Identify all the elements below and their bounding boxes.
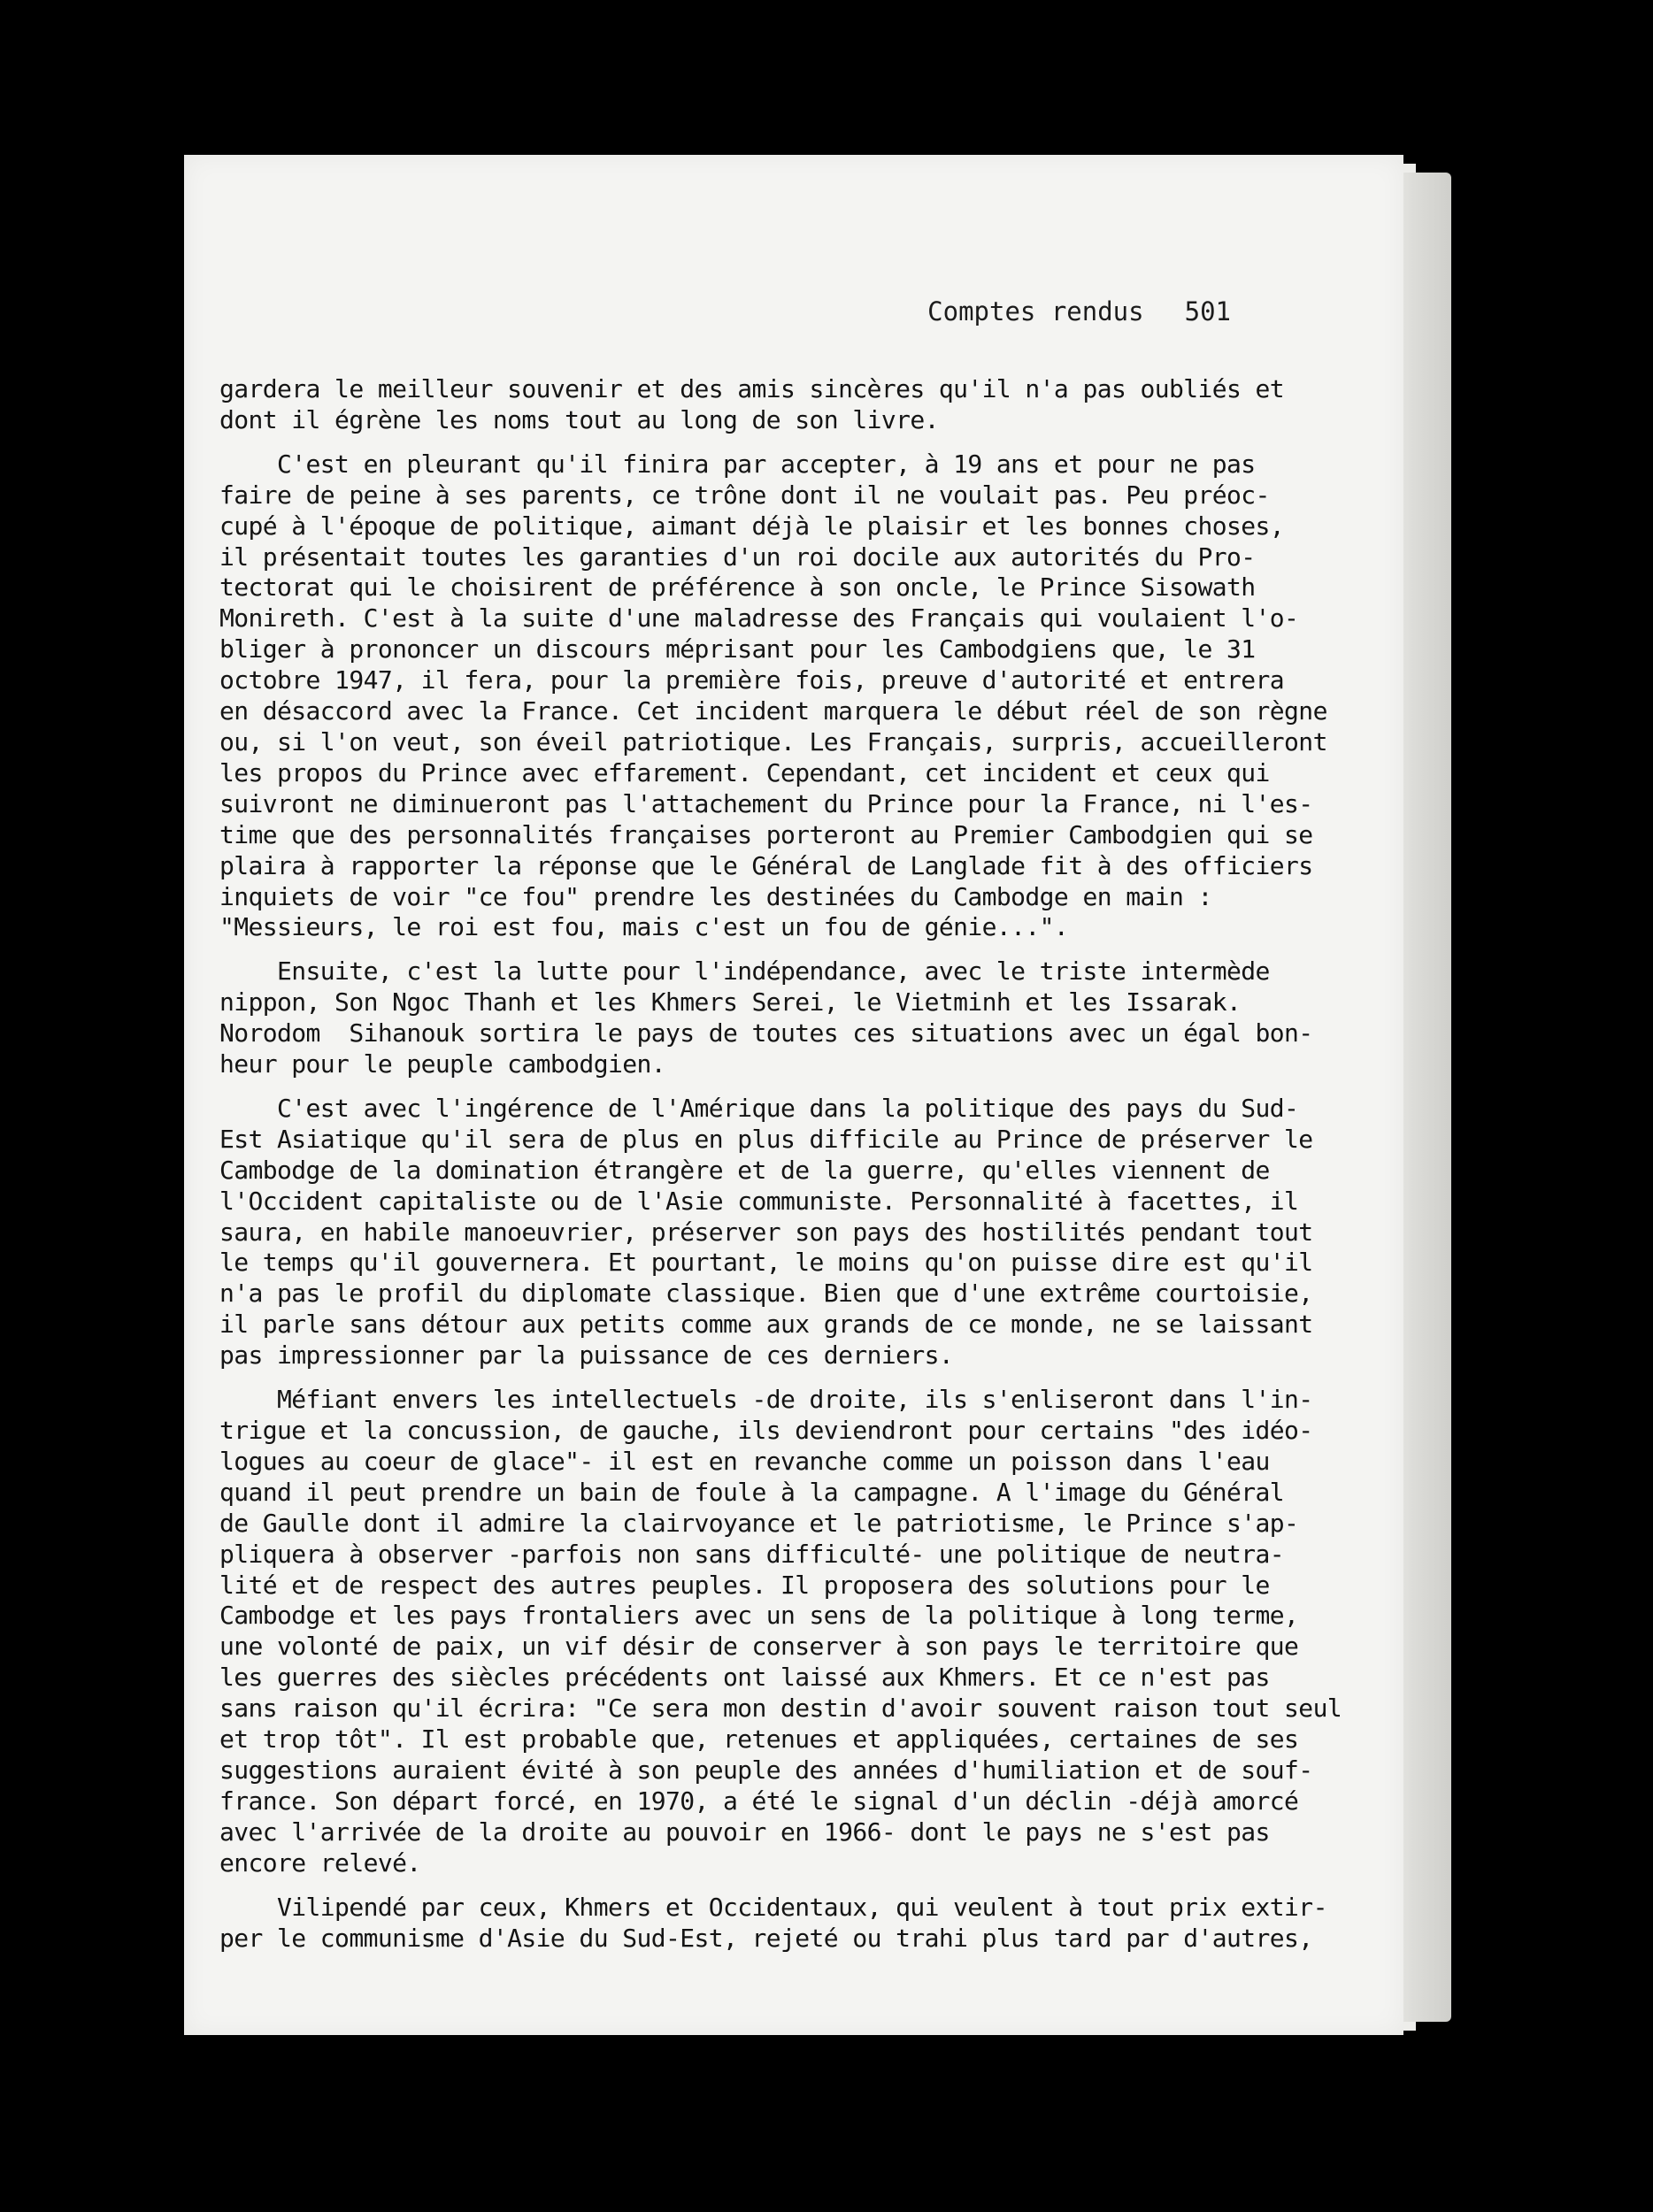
text-line: "Messieurs, le roi est fou, mais c'est un fou de génie...".: [219, 912, 1069, 942]
text-line: tectorat qui le choisirent de préférence à son oncle, le Prince Sisowath: [219, 572, 1256, 603]
text-line: C'est en pleurant qu'il finira par accepter, à 19 ans et pour ne pas: [219, 449, 1256, 479]
text-line: france. Son départ forcé, en 1970, a été le signal d'un déclin -déjà amorcé: [219, 1786, 1299, 1816]
paragraph: [219, 956, 1370, 1080]
text-line: bliger à prononcer un discours méprisant pour les Cambodgiens que, le 31: [219, 634, 1256, 664]
text-line: saura, en habile manoeuvrier, préserver son pays des hostilités pendant tout: [219, 1217, 1313, 1247]
text-line: Ensuite, c'est la lutte pour l'indépendance, avec le triste intermède: [219, 956, 1270, 987]
text-line: Cambodge de la domination étrangère et de la guerre, qu'elles viennent de: [219, 1155, 1270, 1185]
text-line: ou, si l'on veut, son éveil patriotique. Les Français, surpris, accueilleront: [219, 726, 1327, 757]
text-line: Est Asiatique qu'il sera de plus en plus difficile au Prince de préserver le: [219, 1124, 1313, 1154]
text-line: C'est avec l'ingérence de l'Amérique dans la politique des pays du Sud-: [219, 1093, 1299, 1123]
text-line: Norodom Sihanouk sortira le pays de toutes ces situations avec un égal bon-: [219, 1018, 1313, 1048]
text-line: une volonté de paix, un vif désir de conserver à son pays le territoire que: [219, 1632, 1299, 1662]
text-line: il parle sans détour aux petits comme aux grands de ce monde, ne se laissant: [219, 1310, 1313, 1340]
running-header: [927, 296, 1231, 326]
text-line: nippon, Son Ngoc Thanh et les Khmers Serei, le Vietminh et les Issarak.: [219, 987, 1242, 1018]
text-line: sans raison qu'il écrira: "Ce sera mon destin d'avoir souvent raison tout seul: [219, 1694, 1342, 1724]
text-line: en désaccord avec la France. Cet incident marquera le début réel de son règne: [219, 696, 1327, 726]
paragraph: [219, 1094, 1370, 1371]
text-line: dont il égrène les noms tout au long de son livre.: [219, 404, 939, 434]
book-page: [184, 155, 1403, 2035]
text-line: avec l'arrivée de la droite au pouvoir en 1966- dont le pays ne s'est pas: [219, 1816, 1270, 1847]
paragraph: [219, 449, 1370, 944]
paragraph: [219, 374, 1370, 436]
text-line: plaira à rapporter la réponse que le Général de Langlade fit à des officiers: [219, 850, 1313, 880]
text-line: Cambodge et les pays frontaliers avec un sens de la politique à long terme,: [219, 1601, 1299, 1631]
text-line: time que des personnalités françaises porteront au Premier Cambodgien qui se: [219, 819, 1313, 849]
text-line: lité et de respect des autres peuples. Il proposera des solutions pour le: [219, 1570, 1270, 1600]
text-line: cupé à l'époque de politique, aimant déjà le plaisir et les bonnes choses,: [219, 511, 1285, 541]
text-line: heur pour le peuple cambodgien.: [219, 1049, 665, 1079]
text-line: inquiets de voir "ce fou" prendre les destinées du Cambodge en main :: [219, 881, 1212, 911]
text-line: n'a pas le profil du diplomate classique. Bien que d'une extrême courtoisie,: [219, 1279, 1313, 1309]
text-line: Vilipendé par ceux, Khmers et Occidentaux, qui veulent à tout prix extir-: [219, 1892, 1327, 1922]
text-line: le temps qu'il gouvernera. Et pourtant, le moins qu'on puisse dire est qu'il: [219, 1248, 1313, 1278]
text-line: les guerres des siècles précédents ont laissé aux Khmers. Et ce n'est pas: [219, 1663, 1270, 1693]
section-title: Comptes rendus: [927, 296, 1144, 326]
body-text: [219, 374, 1370, 1967]
text-line: encore relevé.: [219, 1847, 421, 1878]
text-line: per le communisme d'Asie du Sud-Est, rejeté ou trahi plus tard par d'autres,: [219, 1923, 1313, 1953]
page-number: 501: [1184, 296, 1231, 326]
text-line: pliquera à observer -parfois non sans difficulté- une politique de neutra-: [219, 1539, 1285, 1569]
text-line: logues au coeur de glace"- il est en revanche comme un poisson dans l'eau: [219, 1446, 1270, 1476]
text-line: Monireth. C'est à la suite d'une maladresse des Français qui voulaient l'o-: [219, 603, 1299, 634]
text-line: gardera le meilleur souvenir et des amis sincères qu'il n'a pas oubliés et: [219, 374, 1285, 403]
text-line: Méfiant envers les intellectuels -de droite, ils s'enliseront dans l'in-: [219, 1385, 1313, 1415]
text-line: octobre 1947, il fera, pour la première fois, preuve d'autorité et entrera: [219, 665, 1285, 695]
paragraph: [219, 1893, 1370, 1955]
paragraph: [219, 1385, 1370, 1879]
text-line: et trop tôt". Il est probable que, retenues et appliquées, certaines de ses: [219, 1724, 1299, 1755]
text-line: quand il peut prendre un bain de foule à la campagne. A l'image du Général: [219, 1477, 1285, 1507]
text-line: les propos du Prince avec effarement. Cependant, cet incident et ceux qui: [219, 757, 1270, 787]
text-line: il présentait toutes les garanties d'un roi docile aux autorités du Pro-: [219, 541, 1256, 572]
text-line: suivront ne diminueront pas l'attachement du Prince pour la France, ni l'es-: [219, 788, 1313, 818]
text-line: faire de peine à ses parents, ce trône dont il ne voulait pas. Peu préoc-: [219, 480, 1270, 510]
text-line: l'Occident capitaliste ou de l'Asie communiste. Personnalité à facettes, il: [219, 1186, 1299, 1216]
text-line: pas impressionner par la puissance de ces derniers.: [219, 1340, 954, 1371]
text-line: suggestions auraient évité à son peuple des années d'humiliation et de souf-: [219, 1755, 1313, 1785]
text-line: de Gaulle dont il admire la clairvoyance et le patriotisme, le Prince s'ap-: [219, 1508, 1299, 1538]
text-line: trigue et la concussion, de gauche, ils deviendront pour certains "des idéo-: [219, 1416, 1313, 1445]
